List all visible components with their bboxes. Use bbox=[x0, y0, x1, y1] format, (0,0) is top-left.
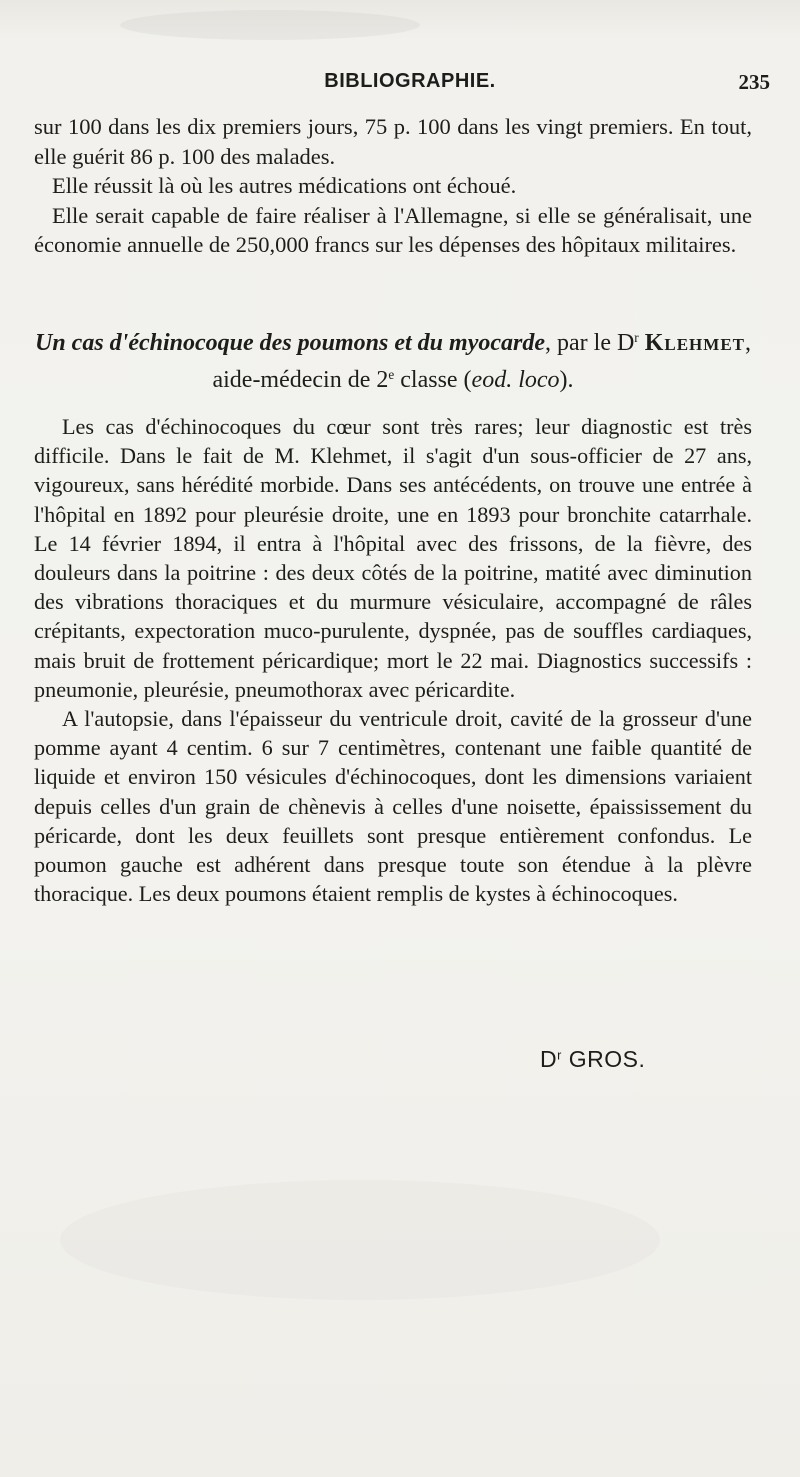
page-stain bbox=[60, 1180, 660, 1300]
signature bbox=[540, 1046, 645, 1073]
article-title-line-1: Un cas d'échinocoque des poumons et du myocarde, par le $D^r$ Klehmet, bbox=[35, 329, 751, 356]
page-header bbox=[50, 68, 770, 100]
article-title-line2-prefix: aide-médecin de 2 bbox=[212, 366, 389, 393]
intro-paragraph: sur 100 dans les dix premiers jours, 75 p. 100 dans les vingt premiers. En tout, elle guérit 86 p. 100 des malades. bbox=[34, 114, 752, 169]
signature-name: GROS. bbox=[561, 1046, 646, 1072]
intro-paragraph: Elle réussit là où les autres médications ont échoué. bbox=[52, 173, 517, 199]
article-title-by-sup: r bbox=[634, 330, 639, 345]
article-title-line2-ref: eod. loco bbox=[471, 366, 560, 393]
signature-sup: r bbox=[557, 1048, 562, 1063]
intro-paragraph: Elle serait capable de faire réaliser à l'Allemagne, si elle se généralisait, une économie annuelle de 250,000 francs sur les dépenses des hôpitaux militaires. bbox=[34, 202, 752, 258]
page-stain bbox=[120, 10, 420, 40]
running-head: BIBLIOGRAPHIE. bbox=[324, 70, 496, 92]
article-paragraph: A l'autopsie, dans l'épaisseur du ventricule droit, cavité de la grosseur d'une pomme ayant 4 centim. 6 sur 7 centimètres, contenant une faible quantité de liquide et environ 150 vésicules d'échinocoques, dont les dimensions variaient depuis celles d'un grain de chènevis à celles d'une noisette, épaississement du péricarde, dont les deux feuillets sont presque entièrement confondus. Le poumon gauche est adhérent dans presque toute son étendue à la plèvre thoracique. Les deux poumons étaient remplis de kystes à échinocoques. bbox=[34, 706, 752, 907]
signature-prefix: D bbox=[540, 1046, 558, 1072]
article-author: Klehmet bbox=[644, 329, 745, 356]
article-title-italic: Un cas d'échinocoque des poumons et du myocarde bbox=[35, 329, 545, 356]
article-paragraph: Les cas d'échinocoques du cœur sont très rares; leur diagnostic est très difficile. Dans le fait de M. Klehmet, il s'agit d'un sous-officier de 27 ans, vigoureux, sans hérédité morbide. Dans ses antécédents, on trouve une entrée à l'hôpital en 1892 pour pleurésie droite, une en 1893 pour bronchite catarrhale. Le 14 février 1894, il entra à l'hôpital avec des frissons, de la fièvre, des douleurs dans la poitrine : des deux côtés de la poitrine, matité avec diminution des vibrations thoraciques et du murmure vésiculaire, accompagné de râles crépitants, expectoration muco-purulente, dyspnée, pas de souffles cardiaques, mais bruit de frottement péricardique; mort le 22 mai. Diagnostics successifs : pneumonie, pleurésie, pneumothorax avec péricardite. bbox=[34, 414, 752, 702]
article-title bbox=[34, 322, 752, 396]
article-title-line-2 bbox=[34, 359, 752, 396]
article-title-line2-sup: e bbox=[388, 366, 395, 382]
article-title-line2-mid: classe ( bbox=[394, 366, 472, 393]
intro-text bbox=[34, 112, 752, 260]
article-title-line2-end: ). bbox=[559, 366, 574, 393]
article-title-by: , par le D bbox=[545, 329, 635, 356]
page-number: 235 bbox=[738, 70, 770, 94]
article-body bbox=[34, 412, 752, 908]
